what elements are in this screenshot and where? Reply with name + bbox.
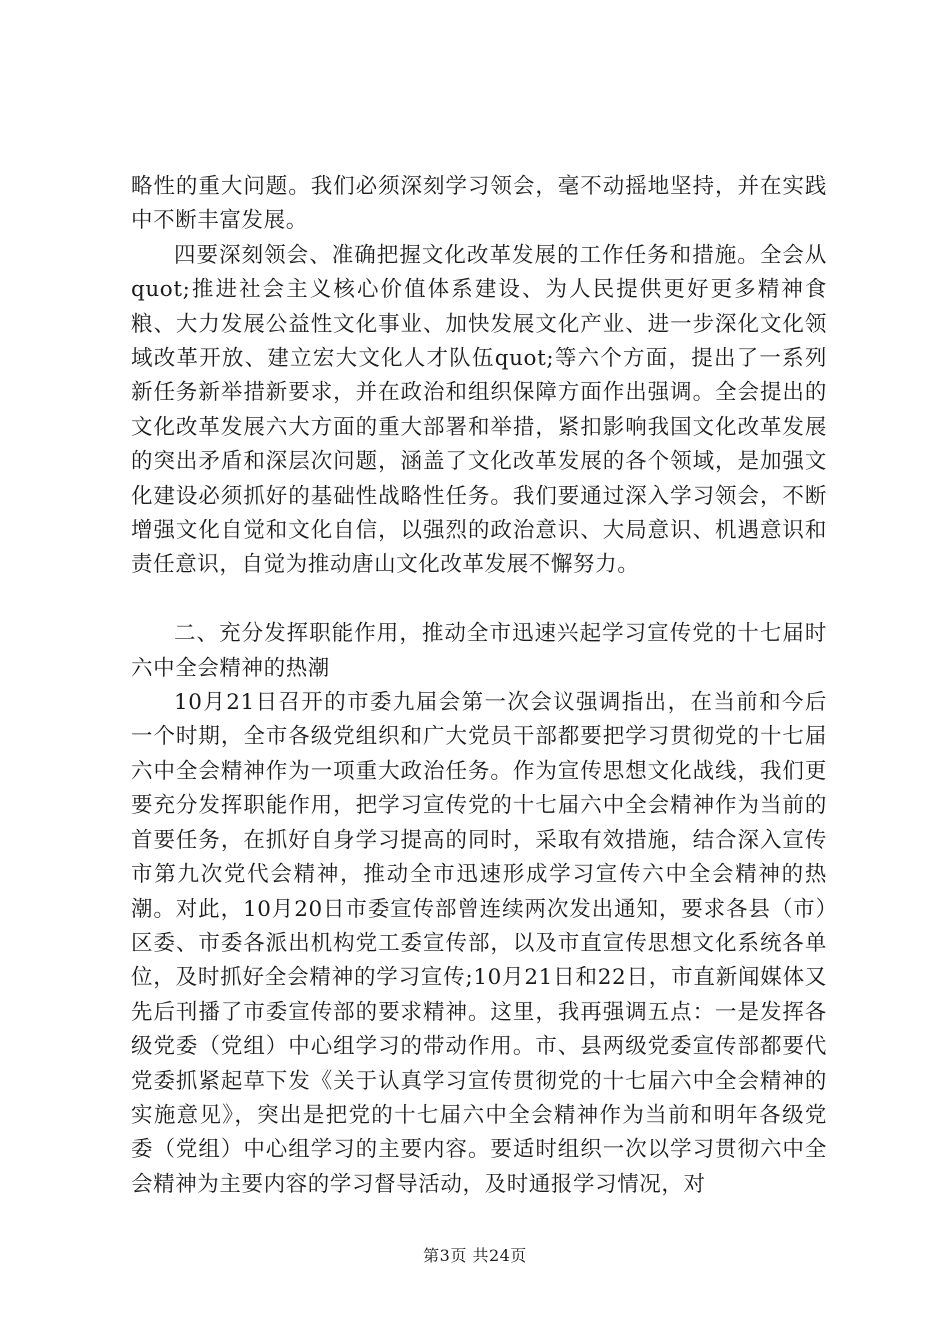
paragraph-four-requirements: 四要深刻领会、准确把握文化改革发展的工作任务和措施。全会从quot;推进社会主义核心价值体系建设、为人民提供更好更多精神食粮、大力发展公益性文化事业、加快发展文化产业、进一步深化文化领域改革开放、建立宏大文化人才队伍quot;等六个方面，提出了一系列新任务新举措新要求，并在政治和组织保障方面作出强调。全会提出的文化改革发展六大方面的重大部署和举措，紧扣影响我国文化改革发展的突出矛盾和深层次问题，涵盖了文化改革发展的各个领域，是加强文化建设必须抓好的基础性战略性任务。我们要通过深入学习领会，不断增强文化自觉和文化自信，以强烈的政治意识、大局意识、机遇意识和责任意识，自觉为推动唐山文化改革发展不懈努力。 bbox=[131, 242, 827, 578]
section-heading-two: 二、充分发挥职能作用，推动全市迅速兴起学习宣传党的十七届时六中全会精神的热潮 bbox=[131, 621, 827, 681]
document-body bbox=[131, 170, 827, 1202]
page-number-footer: 第3页 共24页 bbox=[423, 1246, 527, 1265]
paragraph-continuation: 略性的重大问题。我们必须深刻学习领会，毫不动摇地坚持，并在实践中不断丰富发展。 bbox=[131, 174, 827, 234]
paragraph-october-meeting: 10月21日召开的市委九届会第一次会议强调指出，在当前和今后一个时期，全市各级党组织和广大党员干部都要把学习贯彻党的十七届六中全会精神作为一项重大政治任务。作为宣传思想文化战线，我们更要充分发挥职能作用，把学习宣传党的十七届六中全会精神作为当前的首要任务，在抓好自身学习提高的同时，采取有效措施，结合深入宣传市第九次党代会精神，推动全市迅速形成学习宣传六中全会精神的热潮。对此，10月20日市委宣传部曾连续两次发出通知，要求各县（市）区委、市委各派出机构党工委宣传部，以及市直宣传思想文化系统各单位，及时抓好全会精神的学习宣传;10月21日和22日，市直新闻媒体又先后刊播了市委宣传部的要求精神。这里，我再强调五点：一是发挥各级党委（党组）中心组学习的带动作用。市、县两级党委宣传部都要代党委抓紧起草下发《关于认真学习宣传贯彻党的十七届六中全会精神的实施意见》，突出是把党的十七届六中全会精神作为当前和明年各级党委（党组）中心组学习的主要内容。要适时组织一次以学习贯彻六中全会精神为主要内容的学习督导活动，及时通报学习情况，对 bbox=[131, 690, 827, 1197]
paragraph-spacer bbox=[131, 583, 827, 617]
